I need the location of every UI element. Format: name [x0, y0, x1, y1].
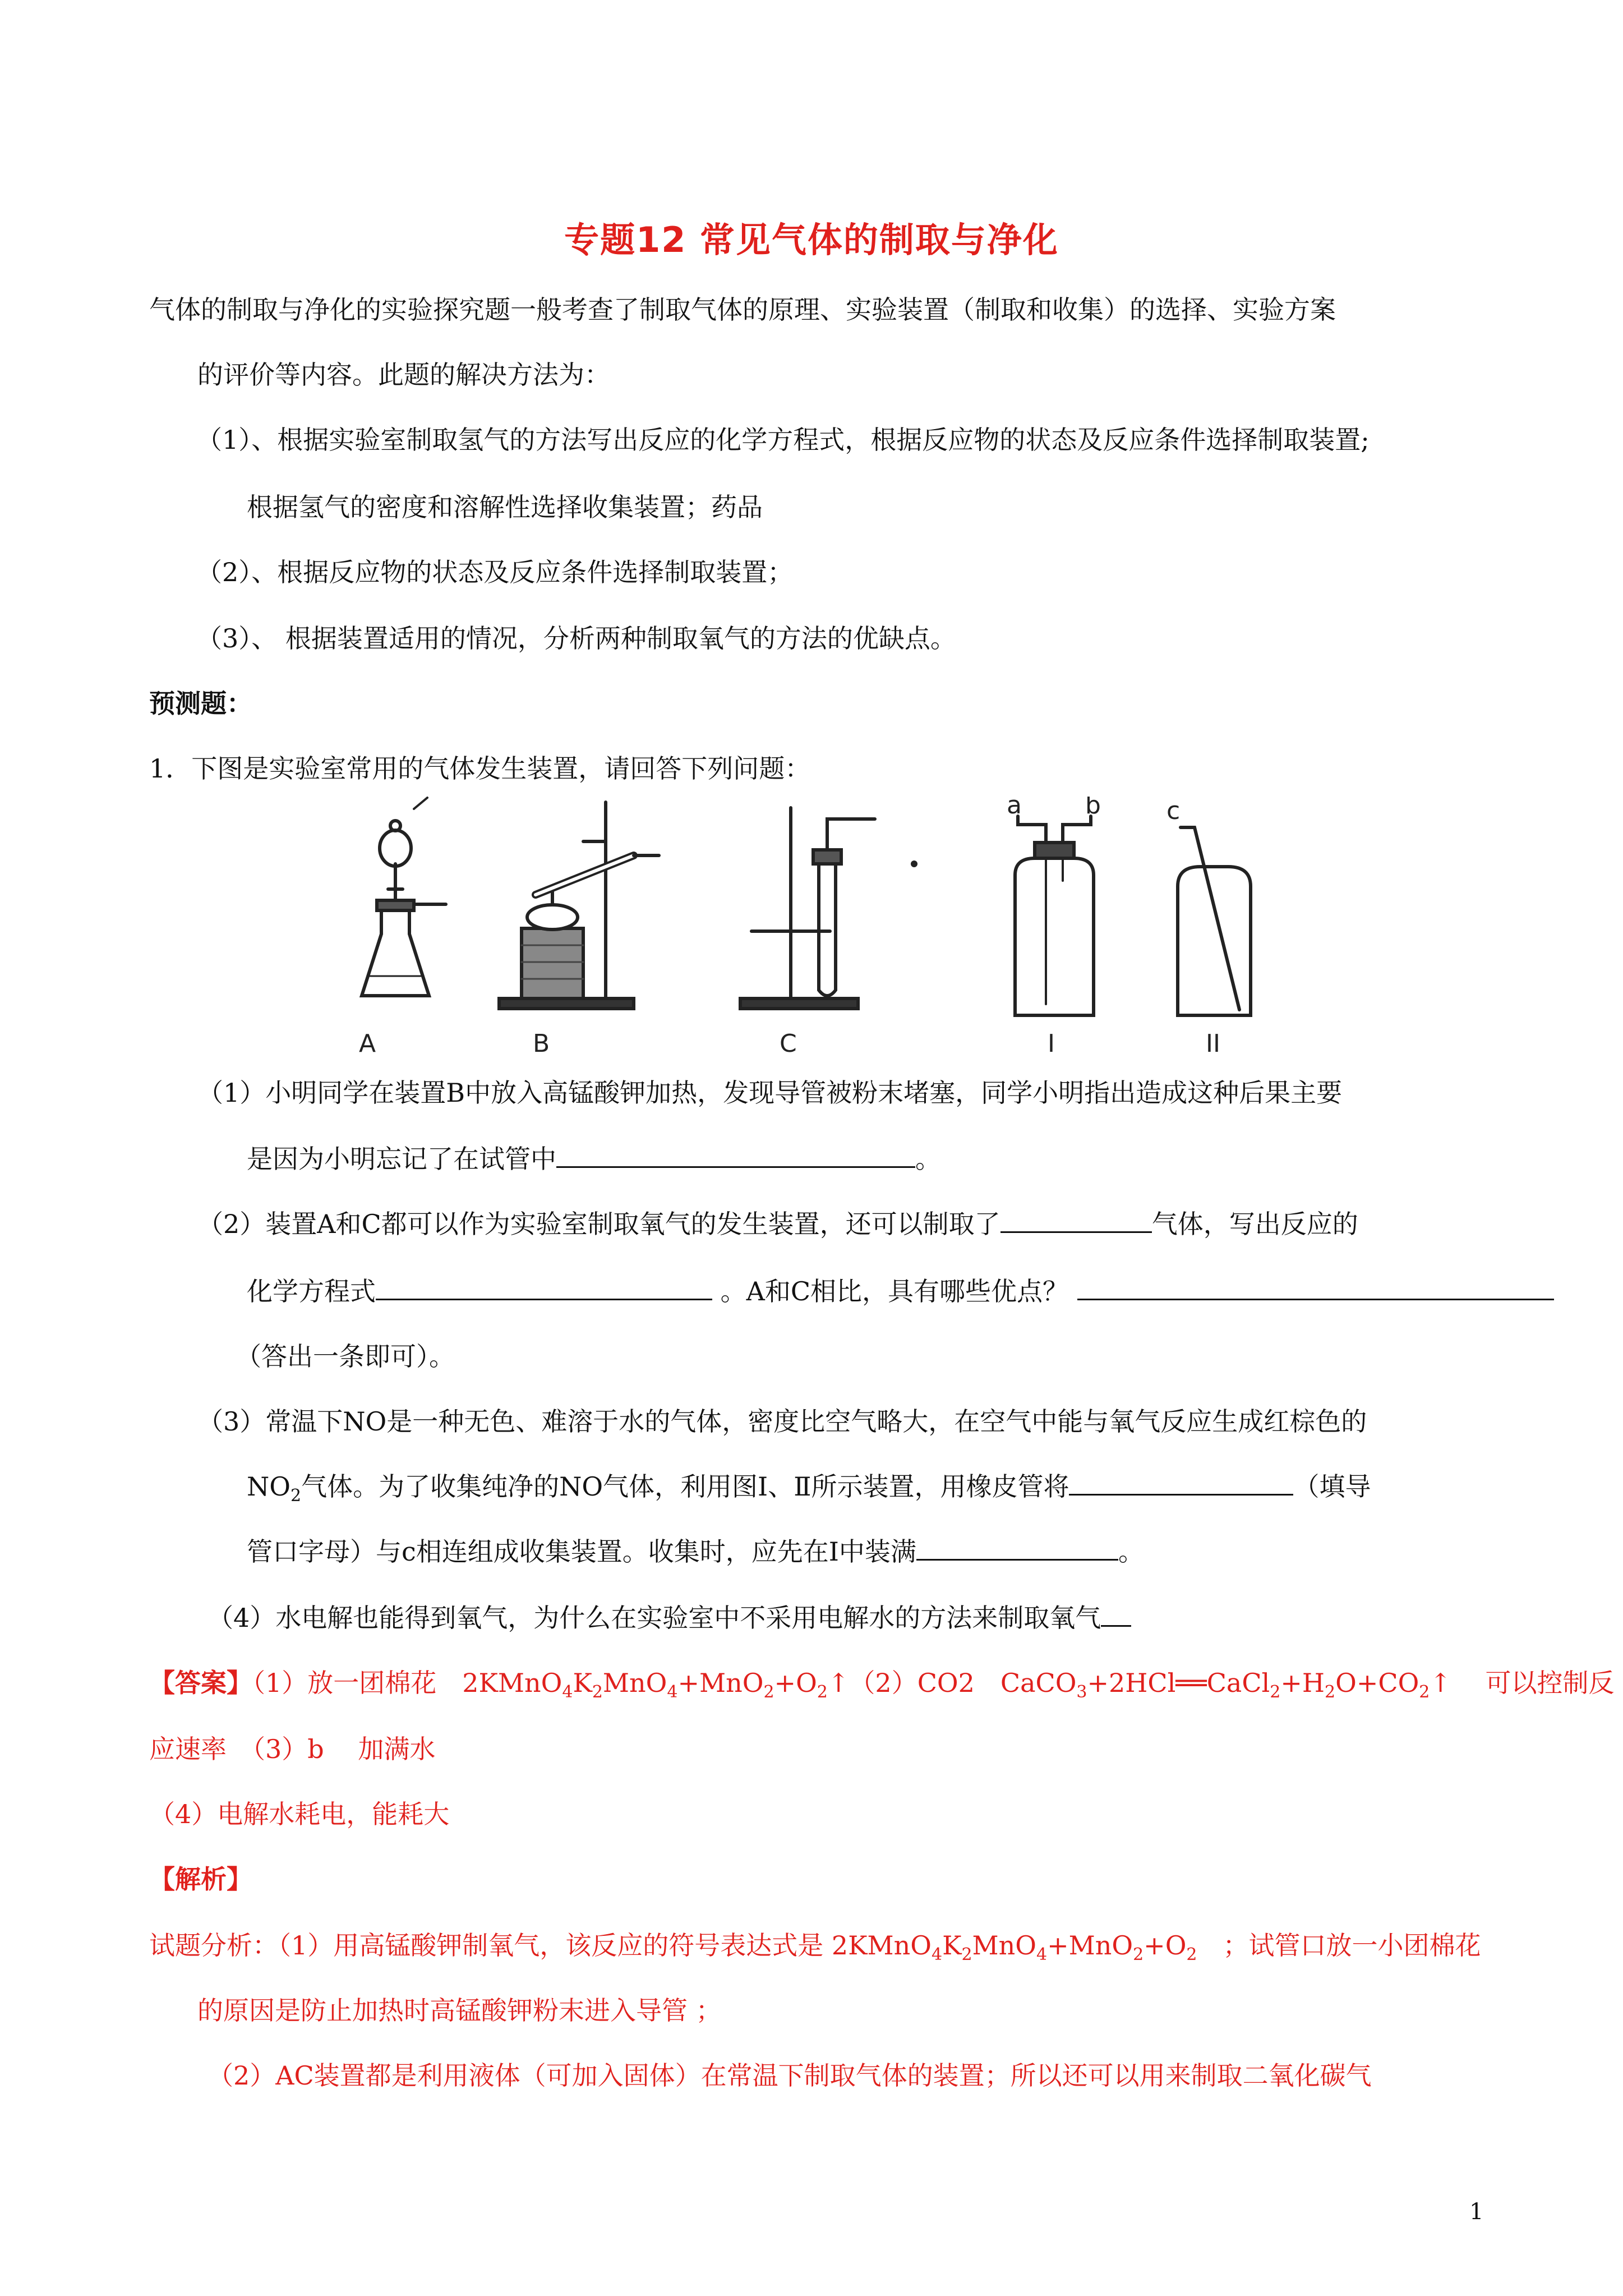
q1-part2-compare: 。A和C相比，具有哪些优点？ [712, 1276, 1069, 1306]
q1-part2-text-end: 气体，写出反应的 [1151, 1209, 1358, 1239]
answer-line-2: 应速率 （3）b 加满水 [149, 1734, 436, 1764]
answer-blank-7[interactable] [1101, 1600, 1131, 1627]
q1-part4-text: （4）水电解也能得到氧气，为什么在实验室中不采用电解水的方法来制取氧气 [208, 1603, 1101, 1633]
page-number: 1 [1469, 2199, 1484, 2225]
q1-part3-text-2: 管口字母）与c相连组成收集装置。收集时，应先在Ⅰ中装满 [247, 1536, 916, 1567]
q1-part3-text-end: （填导 [1293, 1471, 1371, 1502]
answer-seg: +H [1280, 1668, 1325, 1698]
q1-part3-line3 [247, 1534, 1144, 1570]
answer-blank-6[interactable] [916, 1534, 1118, 1561]
analysis-seg: K [942, 1930, 962, 1961]
label-i: I [1048, 1029, 1055, 1058]
bottle-i [1007, 797, 1101, 1058]
apparatus-b [499, 802, 659, 1058]
answer-seg: ↑ 可以控制反 [1430, 1668, 1615, 1698]
q1-part2-eq-label: 化学方程式 [247, 1276, 376, 1306]
bottle-ii [1166, 797, 1251, 1058]
analysis-seg: MnO [972, 1930, 1036, 1961]
analysis-seg: +MnO [1047, 1930, 1133, 1961]
answer-seg: MnO [602, 1668, 667, 1698]
answer-blank-4[interactable] [1077, 1274, 1554, 1300]
analysis-seg: ；试管口放一小团棉花 [1197, 1930, 1481, 1961]
label-b-tube: b [1085, 797, 1101, 820]
label-c-tube: c [1166, 797, 1181, 825]
intro-item-2: （2）、根据反应物的状态及反应条件选择制取装置； [196, 557, 794, 587]
q1-part2-line2 [247, 1273, 1554, 1309]
q1-part3-line1: （3）常温下NO是一种无色、难溶于水的气体，密度比空气略大，在空气中能与氧气反应生成红棕色的 [197, 1406, 1367, 1437]
analysis-seg: 试题分析：（1）用高锰酸钾制氧气，该反应的符号表达式是 2KMnO [149, 1930, 932, 1961]
answer-seg: +O [774, 1668, 817, 1698]
q1-part4-line [208, 1600, 1131, 1636]
apparatus-c [740, 808, 875, 1058]
analysis-line-2: 的原因是防止加热时高锰酸钾粉末进入导管 ； [197, 1995, 722, 2026]
q1-part2-text: （2）装置A和C都可以作为实验室制取氧气的发生装置，还可以制取了 [197, 1209, 1000, 1239]
analysis-label: 【解析】 [149, 1864, 252, 1894]
apparatus-a [359, 798, 446, 1058]
q1-part2-line3: （答出一条即可）。 [236, 1341, 455, 1372]
answer-blank-1[interactable] [556, 1142, 915, 1168]
section-label: 预测题： [149, 688, 252, 719]
q1-part3-line2 [247, 1469, 1371, 1504]
answer-seg: K [573, 1668, 592, 1698]
intro-line-1: 气体的制取与净化的实验探究题一般考查了制取气体的原理、实验装置（制取和收集）的选择、实验方案 [149, 295, 1336, 325]
answer-blank-5[interactable] [1069, 1469, 1293, 1496]
no2-subscript: 2 [290, 1486, 302, 1506]
q1-part1-line1: （1）小明同学在装置B中放入高锰酸钾加热，发现导管被粉末堵塞，同学小明指出造成这种后果主要 [197, 1078, 1343, 1108]
answer-seg: O+CO [1335, 1668, 1419, 1698]
intro-item-1a: （1）、根据实验室制取氢气的方法写出反应的化学方程式，根据反应物的状态及反应条件选择制取装置; [196, 425, 1370, 455]
answer-seg: （1）放一团棉花 2KMnO [252, 1668, 562, 1698]
question-1-stem: 1．下图是实验室常用的气体发生装置，请回答下列问题： [149, 753, 811, 784]
analysis-line-3: （2）AC装置都是利用液体（可加入固体）在常温下制取气体的装置；所以还可以用来制取二氧化碳气 [208, 2060, 1372, 2091]
label-a: A [359, 1029, 376, 1058]
q1-part2-line1 [197, 1206, 1358, 1242]
answer-line-1: 【答案】（1）放一团棉花 $2KMnO_4K_2MnO_4+MnO_2+O_2↑(2)CO2$ $CaCO_3+2HCl══CaCl_2+H_2O+CO_2↑$ 可以控制反 [149, 1668, 1615, 1703]
analysis-seg: +O [1144, 1930, 1187, 1961]
q1-part1-line2 [247, 1141, 941, 1177]
answer-seg: ↑（2）CO2 CaCO [827, 1668, 1077, 1698]
page-title: 专题12 常见气体的制取与净化 [564, 219, 1059, 260]
no2-formula: NO [247, 1471, 291, 1502]
answer-blank-3[interactable] [376, 1274, 712, 1300]
q1-part3-text: 气体。为了收集纯净的NO气体，利用图Ⅰ、Ⅱ所示装置，用橡皮管将 [301, 1471, 1069, 1502]
answer-label: 【答案】 [149, 1668, 252, 1698]
label-b: B [533, 1029, 550, 1058]
answer-seg: +MnO [677, 1668, 764, 1698]
label-a-tube: a [1007, 797, 1022, 820]
intro-item-1b: 根据氢气的密度和溶解性选择收集装置；药品 [247, 492, 763, 522]
apparatus-figure [336, 797, 1290, 1060]
answer-blank-2[interactable] [1000, 1207, 1152, 1233]
intro-item-3: （3）、 根据装置适用的情况，分析两种制取氧气的方法的优缺点。 [196, 623, 956, 654]
q1-part1-end: 。 [915, 1144, 941, 1174]
label-ii: II [1206, 1029, 1220, 1058]
answer-seg: +2HCl══CaCl [1087, 1668, 1270, 1698]
intro-line-2: 的评价等内容。此题的解决方法为： [197, 360, 610, 390]
q1-part1-text: 是因为小明忘记了在试管中 [247, 1144, 556, 1174]
answer-line-3: （4）电解水耗电，能耗大 [149, 1799, 450, 1829]
label-c: C [780, 1029, 797, 1058]
analysis-line-1: 试题分析：（1）用高锰酸钾制氧气，该反应的符号表达式是 $2KMnO_4K_2MnO_4+MnO_2+O_2$ ；试管口放一小团棉花 [149, 1930, 1481, 1965]
q1-part3-end: 。 [1118, 1536, 1144, 1567]
